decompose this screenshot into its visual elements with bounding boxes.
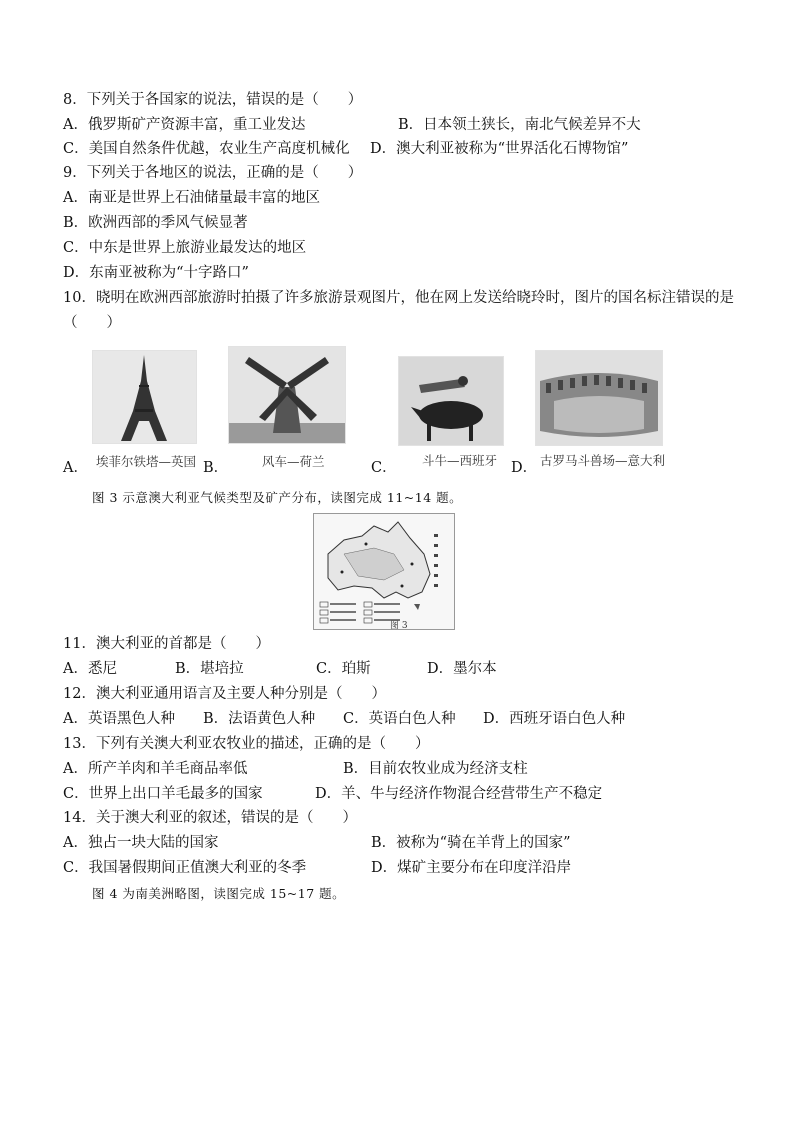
q8-option-d: D．澳大利亚被称为“世界活化石博物馆” bbox=[370, 141, 629, 157]
q11-option-d: D．墨尔本 bbox=[427, 661, 497, 677]
q10-caption-a: 埃菲尔铁塔—英国 bbox=[96, 454, 197, 469]
q10-caption-c: 斗牛—西班牙 bbox=[422, 453, 498, 468]
fig4-note: 图 4 为南美洲略图，读图完成 15~17 题。 bbox=[92, 886, 346, 901]
q9-option-a: A．南亚是世界上石油储量最丰富的地区 bbox=[63, 190, 320, 206]
q10-letter-b: B． bbox=[203, 460, 229, 476]
q9-option-d: D．东南亚被称为“十字路口” bbox=[63, 265, 249, 281]
q11-option-b: B．堪培拉 bbox=[175, 661, 244, 677]
q13-option-b: B．目前农牧业成为经济支柱 bbox=[343, 761, 528, 777]
q13-option-a: A．所产羊肉和羊毛商品率低 bbox=[63, 761, 248, 777]
eiffel-tower-photo bbox=[92, 350, 197, 444]
q10-letter-c: C． bbox=[371, 460, 397, 476]
q10-caption-d: 古罗马斗兽场—意大利 bbox=[540, 453, 666, 468]
q11-option-a: A．悉尼 bbox=[63, 661, 117, 677]
q9-option-b: B．欧洲西部的季风气候显著 bbox=[63, 215, 248, 231]
q14-option-d: D．煤矿主要分布在印度洋沿岸 bbox=[371, 860, 572, 876]
q10-stem: 10．晓明在欧洲西部旅游时拍摄了许多旅游景观图片，他在网上发送给晓玲时，图片的国名标注错误的是 bbox=[63, 290, 734, 306]
q14-option-b: B．被称为“骑在羊背上的国家” bbox=[371, 835, 571, 851]
q12-option-c: C．英语白色人种 bbox=[343, 711, 456, 727]
q10-letter-a: A． bbox=[63, 460, 88, 476]
q8-option-a: A．俄罗斯矿产资源丰富，重工业发达 bbox=[63, 117, 306, 133]
fig3-label: 图 3 bbox=[390, 621, 408, 631]
q12-option-b: B．法语黄色人种 bbox=[203, 711, 316, 727]
q13-option-d: D．羊、牛与经济作物混合经营带生产不稳定 bbox=[315, 786, 603, 802]
q9-stem: 9．下列关于各地区的说法，正确的是（ ） bbox=[63, 165, 363, 181]
q11-stem: 11．澳大利亚的首都是（ ） bbox=[63, 636, 270, 652]
colosseum-photo bbox=[535, 350, 663, 446]
q14-option-c: C．我国暑假期间正值澳大利亚的冬季 bbox=[63, 860, 307, 876]
q14-stem: 14．关于澳大利亚的叙述，错误的是（ ） bbox=[63, 810, 357, 826]
q13-option-c: C．世界上出口羊毛最多的国家 bbox=[63, 786, 263, 802]
q14-option-a: A．独占一块大陆的国家 bbox=[63, 835, 219, 851]
fig3-note: 图 3 示意澳大利亚气候类型及矿产分布，读图完成 11~14 题。 bbox=[92, 490, 463, 505]
q8-option-b: B．日本领土狭长，南北气候差异不大 bbox=[398, 117, 641, 133]
windmill-photo bbox=[228, 346, 346, 444]
q11-option-c: C．珀斯 bbox=[316, 661, 371, 677]
q10-paren: （ ） bbox=[63, 315, 121, 331]
q9-option-c: C．中东是世界上旅游业最发达的地区 bbox=[63, 240, 307, 256]
australia-map bbox=[313, 513, 455, 630]
q8-stem: 8．下列关于各国家的说法，错误的是（ ） bbox=[63, 92, 363, 108]
q8-option-c: C．美国自然条件优越，农业生产高度机械化 bbox=[63, 141, 350, 157]
q12-stem: 12．澳大利亚通用语言及主要人种分别是（ ） bbox=[63, 686, 386, 702]
bullfight-photo bbox=[398, 356, 504, 446]
q12-option-a: A．英语黑色人种 bbox=[63, 711, 175, 727]
q13-stem: 13．下列有关澳大利亚农牧业的描述，正确的是（ ） bbox=[63, 736, 430, 752]
q10-letter-d: D． bbox=[511, 460, 538, 476]
q10-caption-b: 风车—荷兰 bbox=[262, 454, 325, 469]
q12-option-d: D．西班牙语白色人种 bbox=[483, 711, 626, 727]
